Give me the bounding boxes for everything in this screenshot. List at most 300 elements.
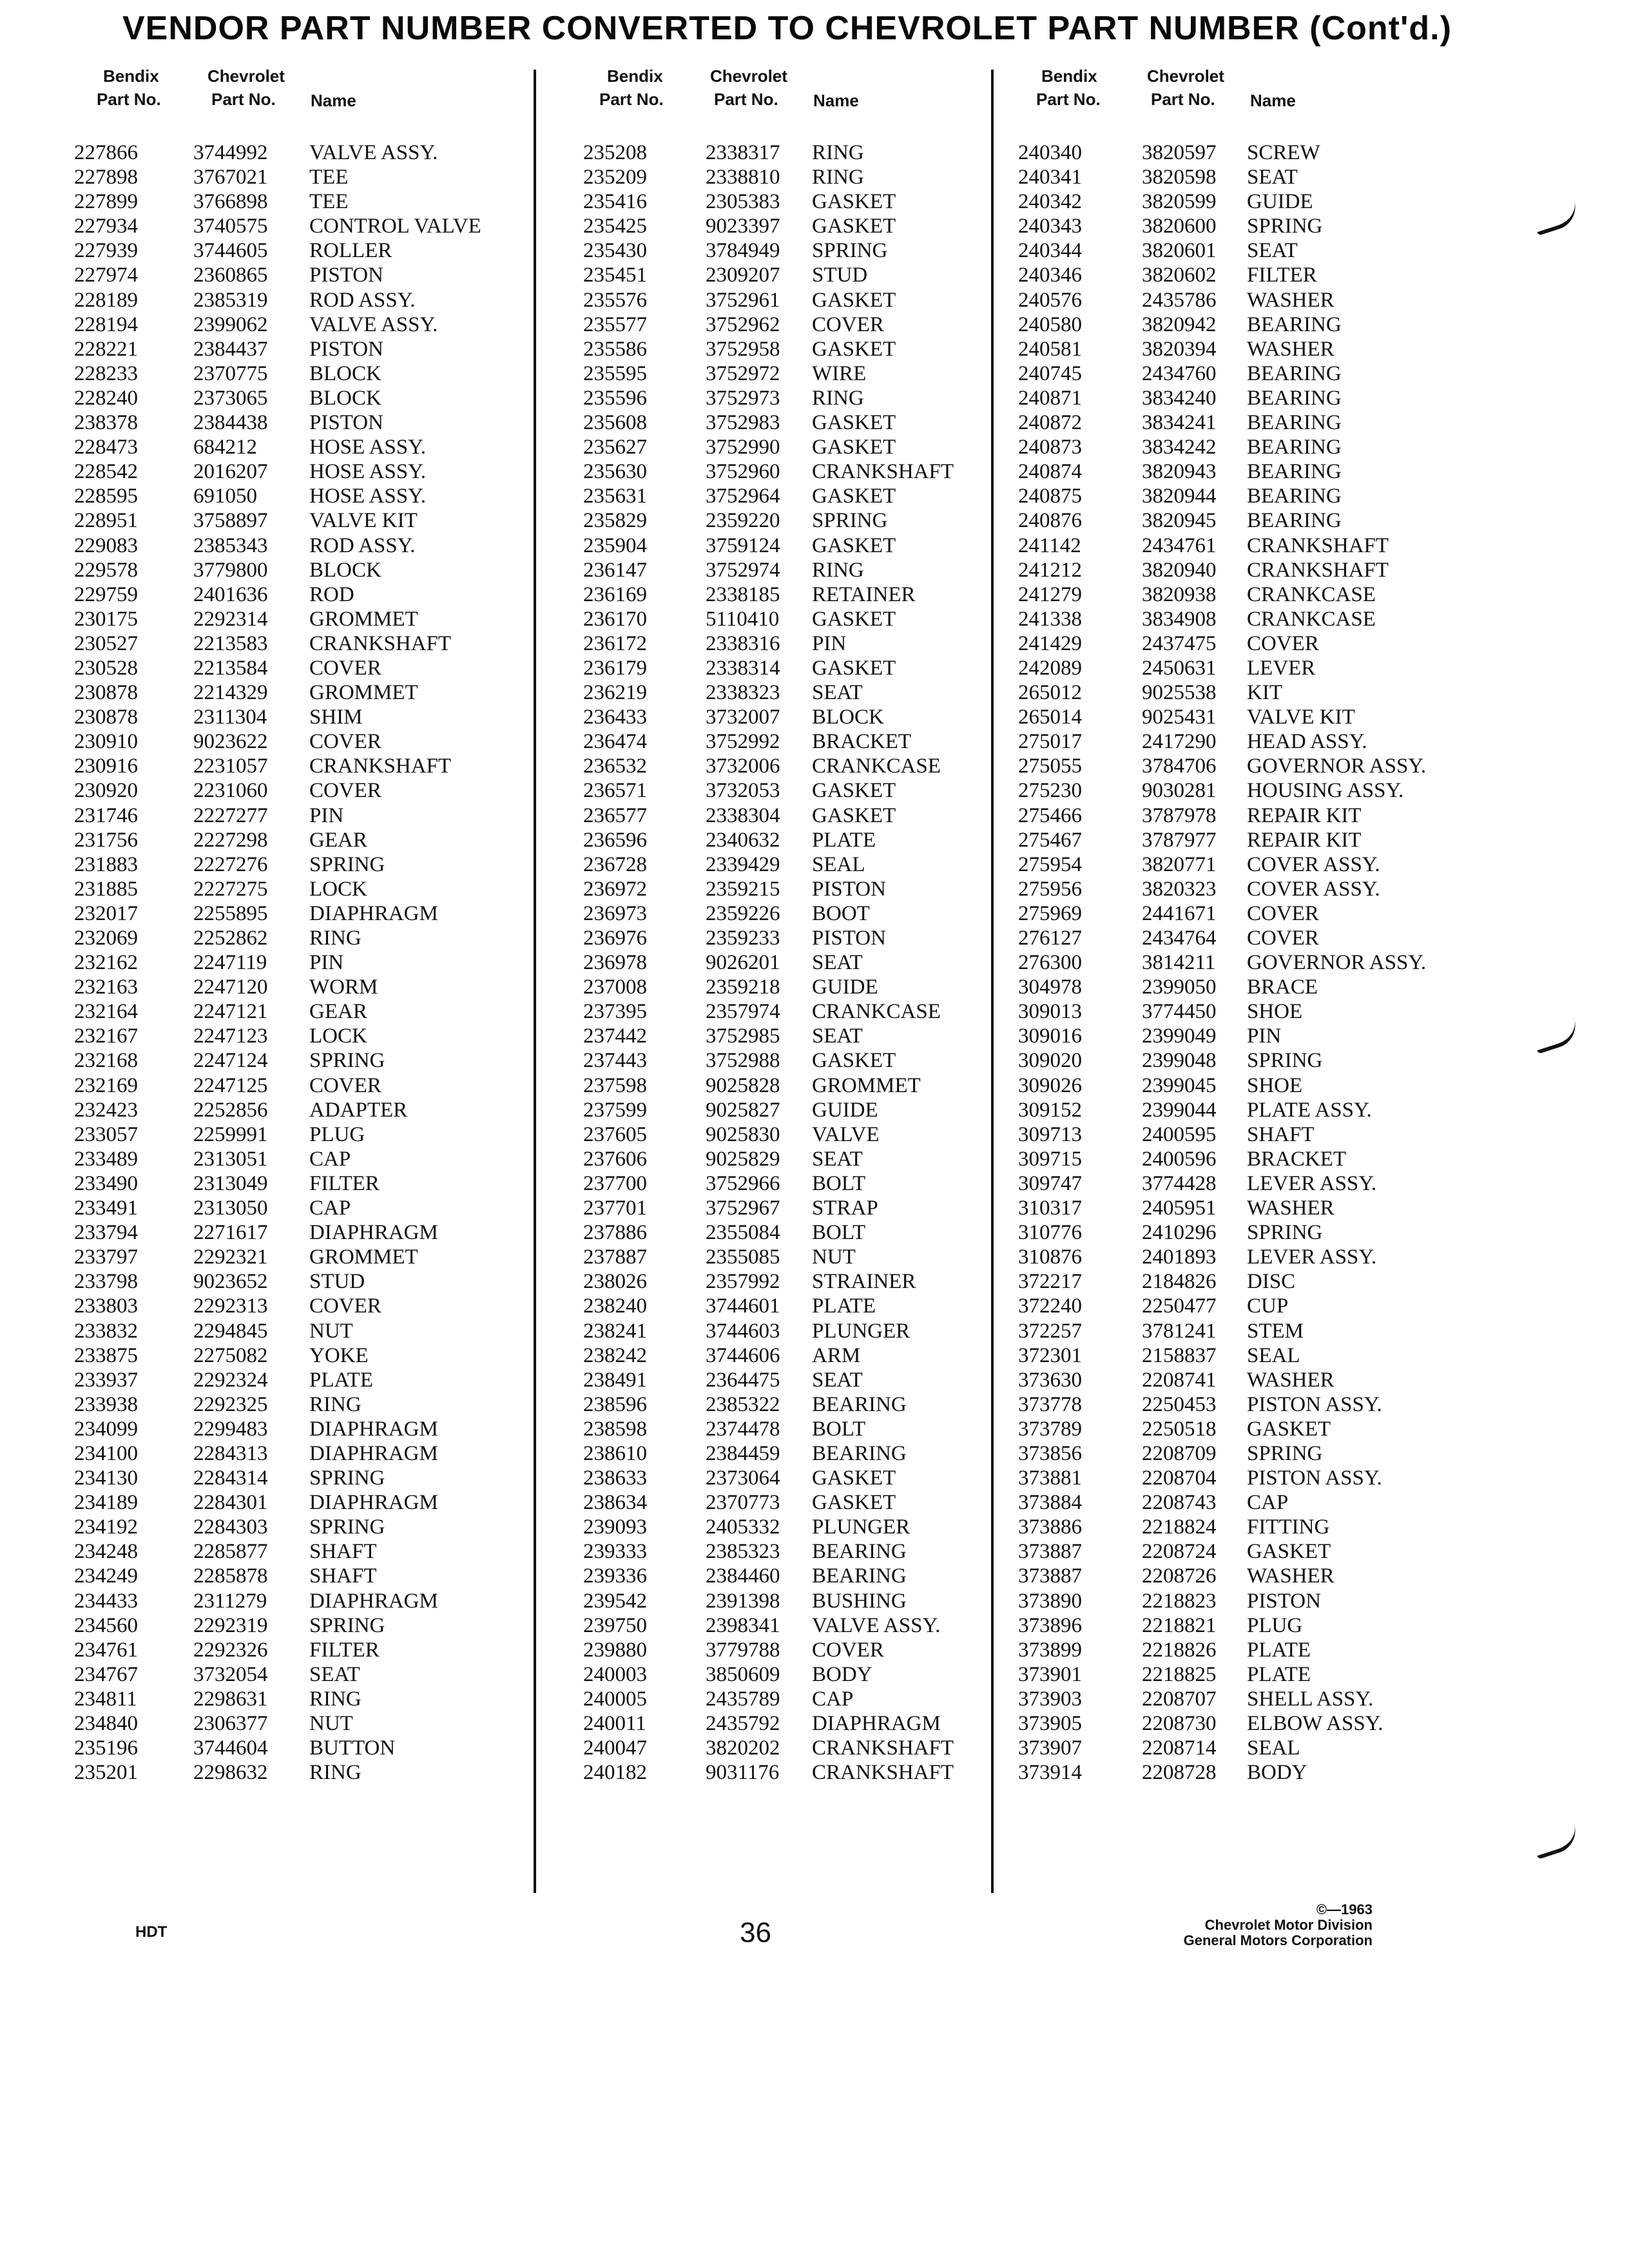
part-name: GASKET xyxy=(812,533,896,557)
bendix-part-no: 239333 xyxy=(583,1540,647,1564)
part-name: SEAT xyxy=(812,681,863,705)
part-name: CAP xyxy=(812,1687,854,1711)
part-name: PLUG xyxy=(1247,1613,1303,1637)
part-name: PISTON xyxy=(309,264,383,287)
part-name: BEARING xyxy=(812,1540,907,1564)
part-name: CAP xyxy=(1247,1491,1289,1515)
chevrolet-part-no: 2384437 xyxy=(193,337,268,361)
chevrolet-part-no: 9023622 xyxy=(193,730,268,754)
chevrolet-part-no: 2292321 xyxy=(193,1245,268,1269)
bendix-part-no: 237605 xyxy=(583,1122,647,1146)
part-name: RING xyxy=(812,558,864,582)
bendix-part-no: 234248 xyxy=(74,1540,138,1564)
chevrolet-part-no: 2434761 xyxy=(1142,533,1217,557)
corporation: General Motors Corporation xyxy=(1183,1932,1373,1948)
chevrolet-part-no: 2158837 xyxy=(1142,1343,1217,1367)
bendix-part-no: 309020 xyxy=(1018,1049,1082,1073)
chevrolet-part-no: 2247124 xyxy=(193,1049,268,1073)
part-name: BEARING xyxy=(1247,460,1342,484)
part-name: SPRING xyxy=(309,1049,385,1073)
part-name: CRANKSHAFT xyxy=(812,1736,954,1760)
chevrolet-part-no: 2313051 xyxy=(193,1147,268,1171)
part-name: WASHER xyxy=(1247,288,1335,312)
chevrolet-part-no: 2435789 xyxy=(706,1687,780,1711)
header-chevrolet: Chevrolet xyxy=(710,66,787,86)
chevrolet-part-no: 3752972 xyxy=(706,361,780,385)
part-name: COVER xyxy=(309,779,381,803)
bendix-part-no: 373907 xyxy=(1018,1736,1082,1760)
bendix-part-no: 234560 xyxy=(74,1613,138,1637)
part-name: PLUNGER xyxy=(812,1319,911,1343)
chevrolet-part-no: 3820599 xyxy=(1142,190,1217,214)
chevrolet-part-no: 2016207 xyxy=(193,460,268,484)
chevrolet-part-no: 3814211 xyxy=(1142,951,1216,975)
bendix-part-no: 240745 xyxy=(1018,361,1082,385)
bendix-part-no: 240875 xyxy=(1018,485,1082,508)
bendix-part-no: 242089 xyxy=(1018,656,1082,680)
chevrolet-part-no: 2400595 xyxy=(1142,1122,1217,1146)
part-name: WASHER xyxy=(1247,1196,1335,1220)
bendix-part-no: 276127 xyxy=(1018,927,1082,950)
part-name: STRAINER xyxy=(812,1270,916,1294)
chevrolet-part-no: 2294845 xyxy=(193,1319,268,1343)
chevrolet-part-no: 2298631 xyxy=(193,1687,268,1711)
bendix-part-no: 228194 xyxy=(74,312,138,336)
chevrolet-part-no: 3774450 xyxy=(1142,1000,1217,1024)
part-name: GASKET xyxy=(812,288,896,312)
chevrolet-part-no: 3752960 xyxy=(706,460,780,484)
part-name: CONTROL VALVE xyxy=(309,215,481,238)
part-name: PIN xyxy=(812,631,847,655)
bendix-part-no: 229083 xyxy=(74,533,138,557)
margin-mark xyxy=(1531,1018,1581,1054)
division: Chevrolet Motor Division xyxy=(1204,1917,1373,1933)
header-part-no: Part No. xyxy=(97,90,161,109)
part-name: PLUG xyxy=(309,1122,365,1146)
bendix-part-no: 232163 xyxy=(74,975,138,999)
chevrolet-part-no: 2437475 xyxy=(1142,631,1217,655)
part-name: VALVE KIT xyxy=(1247,706,1355,729)
bendix-part-no: 239750 xyxy=(583,1613,647,1637)
bendix-part-no: 238241 xyxy=(583,1319,647,1343)
part-name: SEAT xyxy=(1247,239,1298,263)
part-name: COVER xyxy=(309,656,381,680)
bendix-part-no: 235416 xyxy=(583,190,647,214)
bendix-part-no: 238242 xyxy=(583,1343,647,1367)
chevrolet-part-no: 9025538 xyxy=(1142,681,1217,705)
part-name: BLOCK xyxy=(309,386,381,410)
chevrolet-part-no: 2208730 xyxy=(1142,1712,1217,1735)
part-name: BEARING xyxy=(1247,386,1342,410)
part-name: BLOCK xyxy=(812,706,884,729)
part-name: DIAPHRAGM xyxy=(309,1491,438,1515)
part-name: FILTER xyxy=(309,1638,380,1662)
part-name: STUD xyxy=(812,264,868,287)
chevrolet-part-no: 691050 xyxy=(193,485,257,508)
part-name: BLOCK xyxy=(309,558,381,582)
part-name: DISC xyxy=(1247,1270,1296,1294)
chevrolet-part-no: 2410296 xyxy=(1142,1221,1217,1245)
part-name: GASKET xyxy=(812,656,896,680)
bendix-part-no: 239093 xyxy=(583,1515,647,1539)
bendix-part-no: 233832 xyxy=(74,1319,138,1343)
bendix-part-no: 237886 xyxy=(583,1221,647,1245)
part-name: PISTON xyxy=(309,337,383,361)
bendix-part-no: 233875 xyxy=(74,1343,138,1367)
part-name: GASKET xyxy=(812,485,896,508)
bendix-part-no: 241429 xyxy=(1018,631,1082,655)
chevrolet-part-no: 3752958 xyxy=(706,337,780,361)
bendix-part-no: 240011 xyxy=(583,1712,646,1735)
part-name: BEARING xyxy=(812,1392,907,1416)
part-name: WIRE xyxy=(812,361,867,385)
bendix-part-no: 240005 xyxy=(583,1687,647,1711)
part-name: SPRING xyxy=(812,509,888,533)
bendix-part-no: 235576 xyxy=(583,288,647,312)
chevrolet-part-no: 2309207 xyxy=(706,264,780,287)
bendix-part-no: 240342 xyxy=(1018,190,1082,214)
part-name: REPAIR KIT xyxy=(1247,828,1362,852)
bendix-part-no: 233794 xyxy=(74,1221,138,1245)
chevrolet-part-no: 3834242 xyxy=(1142,436,1217,459)
chevrolet-part-no: 3834241 xyxy=(1142,411,1217,435)
bendix-part-no: 233797 xyxy=(74,1245,138,1269)
chevrolet-part-no: 2374478 xyxy=(706,1417,780,1441)
chevrolet-part-no: 2259991 xyxy=(193,1122,268,1146)
bendix-part-no: 373905 xyxy=(1018,1712,1082,1735)
part-name: SPRING xyxy=(1247,1221,1323,1245)
bendix-part-no: 231885 xyxy=(74,877,138,901)
part-name: DIAPHRAGM xyxy=(309,1221,438,1245)
part-name: CRANKCASE xyxy=(1247,607,1376,631)
chevrolet-part-no: 2399062 xyxy=(193,312,268,336)
chevrolet-part-no: 2292325 xyxy=(193,1392,268,1416)
bendix-part-no: 227934 xyxy=(74,215,138,238)
bendix-part-no: 236571 xyxy=(583,779,647,803)
part-name: RING xyxy=(812,141,864,164)
chevrolet-part-no: 2359220 xyxy=(706,509,780,533)
part-name: COVER ASSY. xyxy=(1247,852,1380,876)
bendix-part-no: 239336 xyxy=(583,1564,647,1588)
bendix-part-no: 237599 xyxy=(583,1098,647,1122)
part-name: GASKET xyxy=(812,215,896,238)
chevrolet-part-no: 2359233 xyxy=(706,927,780,950)
chevrolet-part-no: 2227276 xyxy=(193,852,268,876)
part-name: PISTON xyxy=(1247,1589,1321,1613)
part-name: SEAT xyxy=(812,1368,863,1392)
part-name: COVER xyxy=(309,1073,381,1097)
chevrolet-part-no: 9025828 xyxy=(706,1073,780,1097)
chevrolet-part-no: 2357992 xyxy=(706,1270,780,1294)
chevrolet-part-no: 3752961 xyxy=(706,288,780,312)
chevrolet-part-no: 3820600 xyxy=(1142,215,1217,238)
chevrolet-part-no: 9025827 xyxy=(706,1098,780,1122)
bendix-part-no: 228951 xyxy=(74,509,138,533)
chevrolet-part-no: 3820940 xyxy=(1142,558,1217,582)
bendix-part-no: 275467 xyxy=(1018,828,1082,852)
bendix-part-no: 230528 xyxy=(74,656,138,680)
bendix-part-no: 235596 xyxy=(583,386,647,410)
bendix-part-no: 310776 xyxy=(1018,1221,1082,1245)
chevrolet-part-no: 3820394 xyxy=(1142,337,1217,361)
chevrolet-part-no: 2400596 xyxy=(1142,1147,1217,1171)
part-name: SPRING xyxy=(1247,1049,1323,1073)
bendix-part-no: 373778 xyxy=(1018,1392,1082,1416)
bendix-part-no: 239880 xyxy=(583,1638,647,1662)
bendix-part-no: 275969 xyxy=(1018,901,1082,925)
chevrolet-part-no: 3752974 xyxy=(706,558,780,582)
chevrolet-part-no: 3752992 xyxy=(706,730,780,754)
part-name: DIAPHRAGM xyxy=(309,1441,438,1465)
bendix-part-no: 236728 xyxy=(583,852,647,876)
chevrolet-part-no: 2285878 xyxy=(193,1564,268,1588)
chevrolet-part-no: 2405951 xyxy=(1142,1196,1217,1220)
bendix-part-no: 233490 xyxy=(74,1171,138,1195)
chevrolet-part-no: 2359215 xyxy=(706,877,780,901)
chevrolet-part-no: 2231057 xyxy=(193,754,268,778)
chevrolet-part-no: 2184826 xyxy=(1142,1270,1217,1294)
part-name: VALVE ASSY. xyxy=(812,1613,941,1637)
part-name: PIN xyxy=(309,803,344,827)
chevrolet-part-no: 2208724 xyxy=(1142,1540,1217,1564)
bendix-part-no: 233803 xyxy=(74,1294,138,1318)
chevrolet-part-no: 2340632 xyxy=(706,828,780,852)
bendix-part-no: 236973 xyxy=(583,901,647,925)
chevrolet-part-no: 2305383 xyxy=(706,190,780,214)
chevrolet-part-no: 3752967 xyxy=(706,1196,780,1220)
chevrolet-part-no: 2271617 xyxy=(193,1221,268,1245)
bendix-part-no: 238633 xyxy=(583,1466,647,1490)
bendix-part-no: 238026 xyxy=(583,1270,647,1294)
chevrolet-part-no: 3752985 xyxy=(706,1024,780,1048)
chevrolet-part-no: 3752966 xyxy=(706,1171,780,1195)
bendix-part-no: 233489 xyxy=(74,1147,138,1171)
header-name: Name xyxy=(813,91,859,110)
part-name: PISTON ASSY. xyxy=(1247,1466,1382,1490)
part-name: FITTING xyxy=(1247,1515,1330,1539)
part-name: GASKET xyxy=(812,190,896,214)
chevrolet-part-no: 2357974 xyxy=(706,1000,780,1024)
bendix-part-no: 235586 xyxy=(583,337,647,361)
part-name: GASKET xyxy=(1247,1540,1331,1564)
bendix-part-no: 276300 xyxy=(1018,951,1082,975)
column-divider xyxy=(991,70,994,1893)
part-name: HOSE ASSY. xyxy=(309,485,426,508)
bendix-part-no: 309013 xyxy=(1018,1000,1082,1024)
part-name: PISTON xyxy=(309,411,383,435)
part-name: VALVE ASSY. xyxy=(309,141,438,164)
bendix-part-no: 241212 xyxy=(1018,558,1082,582)
bendix-part-no: 310876 xyxy=(1018,1245,1082,1269)
footer-code: HDT xyxy=(135,1923,168,1941)
chevrolet-part-no: 2364475 xyxy=(706,1368,780,1392)
header-bendix: Bendix xyxy=(607,66,663,86)
part-name: GASKET xyxy=(812,607,896,631)
part-name: BEARING xyxy=(812,1564,907,1588)
chevrolet-part-no: 2231060 xyxy=(193,779,268,803)
chevrolet-part-no: 2208728 xyxy=(1142,1761,1217,1785)
bendix-part-no: 309016 xyxy=(1018,1024,1082,1048)
part-name: REPAIR KIT xyxy=(1247,803,1362,827)
chevrolet-part-no: 2218824 xyxy=(1142,1515,1217,1539)
bendix-part-no: 230920 xyxy=(74,779,138,803)
header-bendix: Bendix xyxy=(1041,66,1097,86)
part-name: BLOCK xyxy=(309,361,381,385)
bendix-part-no: 275466 xyxy=(1018,803,1082,827)
chevrolet-part-no: 3820945 xyxy=(1142,509,1217,533)
chevrolet-part-no: 3752983 xyxy=(706,411,780,435)
bendix-part-no: 372301 xyxy=(1018,1343,1082,1367)
chevrolet-part-no: 9026201 xyxy=(706,951,780,975)
part-name: BOLT xyxy=(812,1221,866,1245)
part-name: GASKET xyxy=(812,803,896,827)
part-name: CRANKCASE xyxy=(1247,582,1376,606)
chevrolet-part-no: 2384438 xyxy=(193,411,268,435)
chevrolet-part-no: 2360865 xyxy=(193,264,268,287)
chevrolet-part-no: 2399049 xyxy=(1142,1024,1217,1048)
part-name: RING xyxy=(812,166,864,189)
chevrolet-part-no: 3752962 xyxy=(706,312,780,336)
chevrolet-part-no: 2373065 xyxy=(193,386,268,410)
chevrolet-part-no: 3767021 xyxy=(193,166,268,189)
chevrolet-part-no: 9023397 xyxy=(706,215,780,238)
bendix-part-no: 310317 xyxy=(1018,1196,1082,1220)
chevrolet-part-no: 2247121 xyxy=(193,1000,268,1024)
bendix-part-no: 239542 xyxy=(583,1589,647,1613)
part-name: SHOE xyxy=(1247,1000,1303,1024)
bendix-part-no: 237598 xyxy=(583,1073,647,1097)
chevrolet-part-no: 2284303 xyxy=(193,1515,268,1539)
part-name: CRANKSHAFT xyxy=(309,631,452,655)
bendix-part-no: 240874 xyxy=(1018,460,1082,484)
part-name: GEAR xyxy=(309,1000,367,1024)
chevrolet-part-no: 3787977 xyxy=(1142,828,1217,852)
part-name: LEVER ASSY. xyxy=(1247,1171,1377,1195)
copyright: ©—1963 xyxy=(1316,1901,1373,1917)
bendix-part-no: 228595 xyxy=(74,485,138,508)
part-name: VALVE xyxy=(812,1122,880,1146)
header-name: Name xyxy=(311,91,356,110)
bendix-part-no: 232169 xyxy=(74,1073,138,1097)
part-name: GASKET xyxy=(812,411,896,435)
bendix-part-no: 236433 xyxy=(583,706,647,729)
bendix-part-no: 240182 xyxy=(583,1761,647,1785)
page-number: 36 xyxy=(740,1917,771,1948)
chevrolet-part-no: 2338304 xyxy=(706,803,780,827)
header-chevrolet: Chevrolet xyxy=(207,66,285,86)
bendix-part-no: 373789 xyxy=(1018,1417,1082,1441)
part-name: PLUNGER xyxy=(812,1515,911,1539)
page-title: VENDOR PART NUMBER CONVERTED TO CHEVROLET PART NUMBER (Cont'd.) xyxy=(122,10,1452,47)
bendix-part-no: 238634 xyxy=(583,1491,647,1515)
column-divider xyxy=(534,70,536,1893)
part-name: SEAL xyxy=(1247,1343,1300,1367)
bendix-part-no: 237395 xyxy=(583,1000,647,1024)
part-name: YOKE xyxy=(309,1343,369,1367)
chevrolet-part-no: 2247125 xyxy=(193,1073,268,1097)
bendix-part-no: 228240 xyxy=(74,386,138,410)
bendix-part-no: 240871 xyxy=(1018,386,1082,410)
bendix-part-no: 230878 xyxy=(74,681,138,705)
part-name: SHAFT xyxy=(309,1564,377,1588)
chevrolet-part-no: 2435792 xyxy=(706,1712,780,1735)
bendix-part-no: 265012 xyxy=(1018,681,1082,705)
chevrolet-part-no: 2384460 xyxy=(706,1564,780,1588)
bendix-part-no: 230916 xyxy=(74,754,138,778)
part-name: BOOT xyxy=(812,901,870,925)
part-name: RING xyxy=(309,1687,361,1711)
chevrolet-part-no: 2252862 xyxy=(193,927,268,950)
chevrolet-part-no: 2355084 xyxy=(706,1221,780,1245)
bendix-part-no: 234130 xyxy=(74,1466,138,1490)
part-name: GASKET xyxy=(812,779,896,803)
chevrolet-part-no: 2399045 xyxy=(1142,1073,1217,1097)
bendix-part-no: 240581 xyxy=(1018,337,1082,361)
part-name: BOLT xyxy=(812,1171,866,1195)
header-chevrolet: Chevrolet xyxy=(1147,66,1224,86)
bendix-part-no: 238491 xyxy=(583,1368,647,1392)
part-name: GROMMET xyxy=(309,607,418,631)
bendix-part-no: 234192 xyxy=(74,1515,138,1539)
bendix-part-no: 228233 xyxy=(74,361,138,385)
chevrolet-part-no: 2359218 xyxy=(706,975,780,999)
part-name: TEE xyxy=(309,190,349,214)
part-name: SPRING xyxy=(309,1613,385,1637)
chevrolet-part-no: 3744992 xyxy=(193,141,268,164)
bendix-part-no: 234767 xyxy=(74,1662,138,1686)
bendix-part-no: 232168 xyxy=(74,1049,138,1073)
bendix-part-no: 275017 xyxy=(1018,730,1082,754)
bendix-part-no: 231883 xyxy=(74,852,138,876)
chevrolet-part-no: 2275082 xyxy=(193,1343,268,1367)
bendix-part-no: 238596 xyxy=(583,1392,647,1416)
chevrolet-part-no: 2227298 xyxy=(193,828,268,852)
header-name: Name xyxy=(1250,91,1296,110)
bendix-part-no: 236532 xyxy=(583,754,647,778)
bendix-part-no: 230175 xyxy=(74,607,138,631)
part-name: BUSHING xyxy=(812,1589,907,1613)
part-name: ROD ASSY. xyxy=(309,533,416,557)
part-name: COVER xyxy=(309,1294,381,1318)
part-name: BEARING xyxy=(1247,485,1342,508)
chevrolet-part-no: 2208741 xyxy=(1142,1368,1217,1392)
bendix-part-no: 304978 xyxy=(1018,975,1082,999)
bendix-part-no: 275954 xyxy=(1018,852,1082,876)
chevrolet-part-no: 3820938 xyxy=(1142,582,1217,606)
bendix-part-no: 227866 xyxy=(74,141,138,164)
bendix-part-no: 227899 xyxy=(74,190,138,214)
chevrolet-part-no: 2208709 xyxy=(1142,1441,1217,1465)
chevrolet-part-no: 2339429 xyxy=(706,852,780,876)
bendix-part-no: 265014 xyxy=(1018,706,1082,729)
chevrolet-part-no: 2208707 xyxy=(1142,1687,1217,1711)
part-name: HOSE ASSY. xyxy=(309,436,426,459)
chevrolet-part-no: 3784949 xyxy=(706,239,780,263)
bendix-part-no: 235577 xyxy=(583,312,647,336)
bendix-part-no: 233937 xyxy=(74,1368,138,1392)
chevrolet-part-no: 2284313 xyxy=(193,1441,268,1465)
chevrolet-part-no: 3744603 xyxy=(706,1319,780,1343)
header-chevrolet-part-no: Part No. xyxy=(211,90,276,109)
chevrolet-part-no: 3744601 xyxy=(706,1294,780,1318)
chevrolet-part-no: 2385319 xyxy=(193,288,268,312)
part-name: SEAT xyxy=(812,1147,863,1171)
bendix-part-no: 373887 xyxy=(1018,1540,1082,1564)
part-name: SPRING xyxy=(309,1515,385,1539)
part-name: COVER xyxy=(1247,901,1319,925)
part-name: BUTTON xyxy=(309,1736,396,1760)
bendix-part-no: 241338 xyxy=(1018,607,1082,631)
